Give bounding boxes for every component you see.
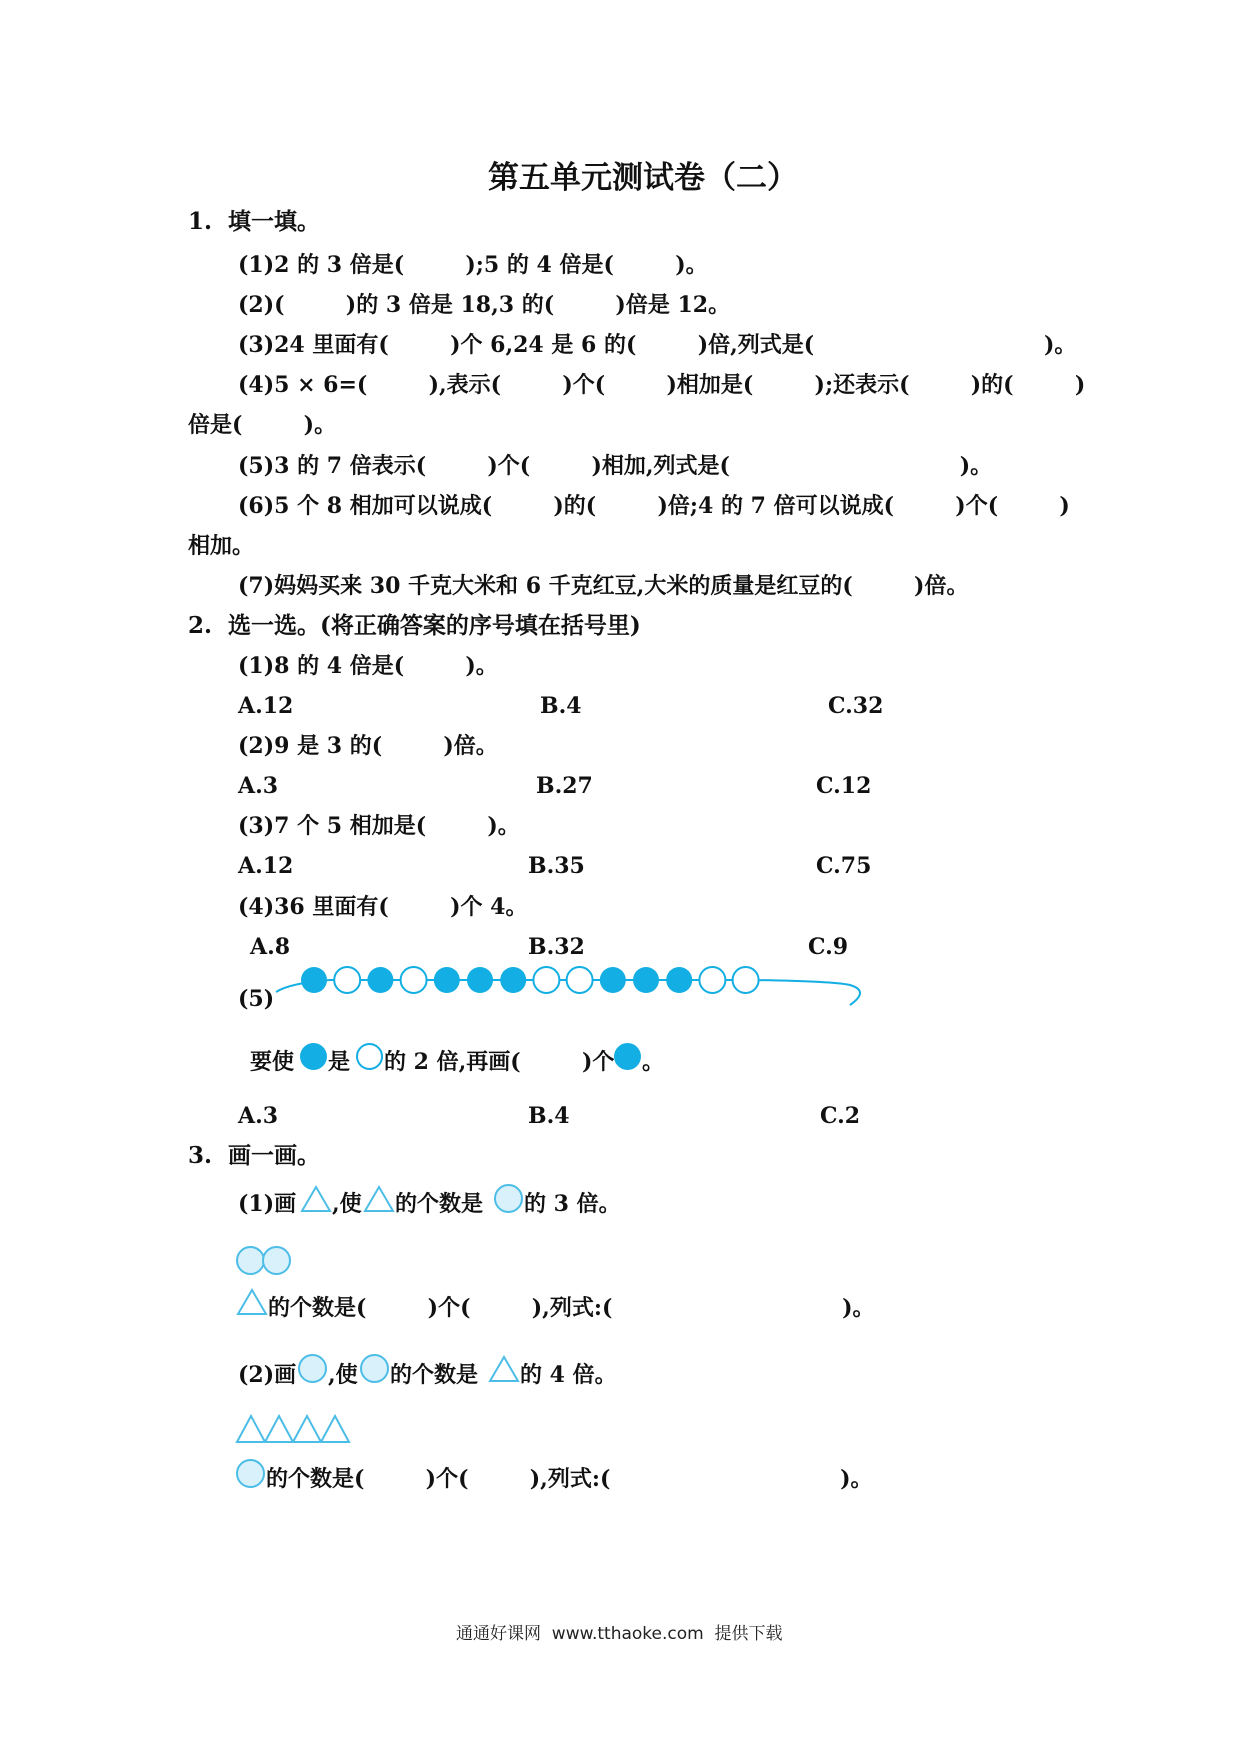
s2-q3-option-b: B.35 xyxy=(528,853,585,879)
s2-q5-option-a: A.3 xyxy=(238,1103,279,1129)
s2-q5-text-b: 是 xyxy=(328,1049,351,1075)
footer-credit: 通通好课网 www.tthaoke.com 提供下载 xyxy=(456,1624,783,1644)
circle-icon xyxy=(494,1184,523,1213)
s2-q4-option-c: C.9 xyxy=(808,934,849,960)
s1-q6-line1: (6)5 个 8 相加可以说成( )的( )倍;4 的 7 倍可以说成( )个( ) xyxy=(238,493,1070,519)
open-bead xyxy=(699,967,725,993)
circle-icon xyxy=(236,1459,265,1488)
given-circle xyxy=(236,1246,265,1275)
s2-q5-text-c: 的 2 倍,再画( )个 xyxy=(384,1049,615,1075)
s1-q6-line2: 相加。 xyxy=(188,533,255,559)
given-circle xyxy=(262,1246,291,1275)
filled-bead-icon xyxy=(300,1043,327,1070)
s3-q1-text-d: 的 3 倍。 xyxy=(524,1191,621,1217)
filled-bead xyxy=(434,967,460,993)
s2-q4: (4)36 里面有( )个 4。 xyxy=(238,894,528,920)
s2-q2-option-c: C.12 xyxy=(816,773,872,799)
open-bead xyxy=(733,967,759,993)
filled-bead xyxy=(467,967,493,993)
s2-q5-option-b: B.4 xyxy=(528,1103,570,1129)
given-triangles-group xyxy=(236,1414,376,1446)
triangle-icon xyxy=(363,1185,395,1213)
given-triangle xyxy=(237,1416,265,1442)
s2-q1-option-c: C.32 xyxy=(828,693,884,719)
s2-q1: (1)8 的 4 倍是( )。 xyxy=(238,653,498,679)
s2-q5-option-c: C.2 xyxy=(820,1103,861,1129)
triangle-icon xyxy=(236,1288,268,1316)
s1-q4-line2: 倍是( )。 xyxy=(188,412,337,438)
s1-q1: (1)2 的 3 倍是( );5 的 4 倍是( )。 xyxy=(238,252,708,278)
s3-q1-text-c: 的个数是 xyxy=(395,1191,484,1217)
filled-bead xyxy=(600,967,626,993)
open-bead xyxy=(567,967,593,993)
s1-q4-line1: (4)5 × 6=( ),表示( )个( )相加是( );还表示( )的( ) xyxy=(238,372,1086,398)
s3-q2-text-c: 的个数是 xyxy=(390,1362,479,1388)
s2-q4-option-a: A.8 xyxy=(250,934,291,960)
triangle-icon xyxy=(488,1355,520,1383)
triangle-icon xyxy=(300,1185,332,1213)
filled-bead xyxy=(367,967,393,993)
s1-q2: (2)( )的 3 倍是 18,3 的( )倍是 12。 xyxy=(238,292,731,318)
given-triangle xyxy=(321,1416,349,1442)
s2-q5-text-d: 。 xyxy=(642,1049,665,1075)
filled-bead xyxy=(500,967,526,993)
s3-q2-text-b: ,使 xyxy=(328,1362,358,1388)
s3-q2-answer-line: 的个数是( )个( ),列式:( )。 xyxy=(266,1466,873,1492)
s3-q1-text-b: ,使 xyxy=(332,1191,362,1217)
s2-q5-label: (5) xyxy=(238,986,275,1012)
filled-bead-icon xyxy=(614,1043,641,1070)
s3-q2-text-d: 的 4 倍。 xyxy=(520,1362,617,1388)
section-1-heading: 1. 填一填。 xyxy=(188,208,321,235)
s2-q3-option-c: C.75 xyxy=(816,853,872,879)
given-triangle xyxy=(265,1416,293,1442)
s3-q1-text-a: (1)画 xyxy=(238,1191,297,1217)
s1-q7: (7)妈妈买来 30 千克大米和 6 千克红豆,大米的质量是红豆的( )倍。 xyxy=(238,573,969,599)
open-bead xyxy=(401,967,427,993)
s2-q1-option-a: A.12 xyxy=(238,693,294,719)
page-title: 第五单元测试卷（二） xyxy=(488,160,798,196)
s2-q3-option-a: A.12 xyxy=(238,853,294,879)
s1-q5: (5)3 的 7 倍表示( )个( )相加,列式是( )。 xyxy=(238,453,993,479)
open-bead-icon xyxy=(356,1043,383,1070)
s2-q2-option-b: B.27 xyxy=(536,773,593,799)
section-3-heading: 3. 画一画。 xyxy=(188,1142,321,1169)
open-bead xyxy=(533,967,559,993)
s2-q2-option-a: A.3 xyxy=(238,773,279,799)
s1-q3: (3)24 里面有( )个 6,24 是 6 的( )倍,列式是( )。 xyxy=(238,332,1077,358)
s2-q5-text-a: 要使 xyxy=(250,1049,295,1075)
s2-q3: (3)7 个 5 相加是( )。 xyxy=(238,813,520,839)
given-triangle xyxy=(293,1416,321,1442)
open-bead xyxy=(334,967,360,993)
circle-icon xyxy=(298,1354,327,1383)
s2-q4-option-b: B.32 xyxy=(528,934,585,960)
filled-bead xyxy=(666,967,692,993)
filled-bead xyxy=(633,967,659,993)
bead-string xyxy=(270,955,870,1015)
filled-bead xyxy=(301,967,327,993)
circle-icon xyxy=(360,1354,389,1383)
s3-q2-text-a: (2)画 xyxy=(238,1362,297,1388)
s2-q1-option-b: B.4 xyxy=(540,693,582,719)
section-2-heading: 2. 选一选。(将正确答案的序号填在括号里) xyxy=(188,612,641,639)
s2-q2: (2)9 是 3 的( )倍。 xyxy=(238,733,498,759)
s3-q1-answer-line: 的个数是( )个( ),列式:( )。 xyxy=(268,1295,875,1321)
